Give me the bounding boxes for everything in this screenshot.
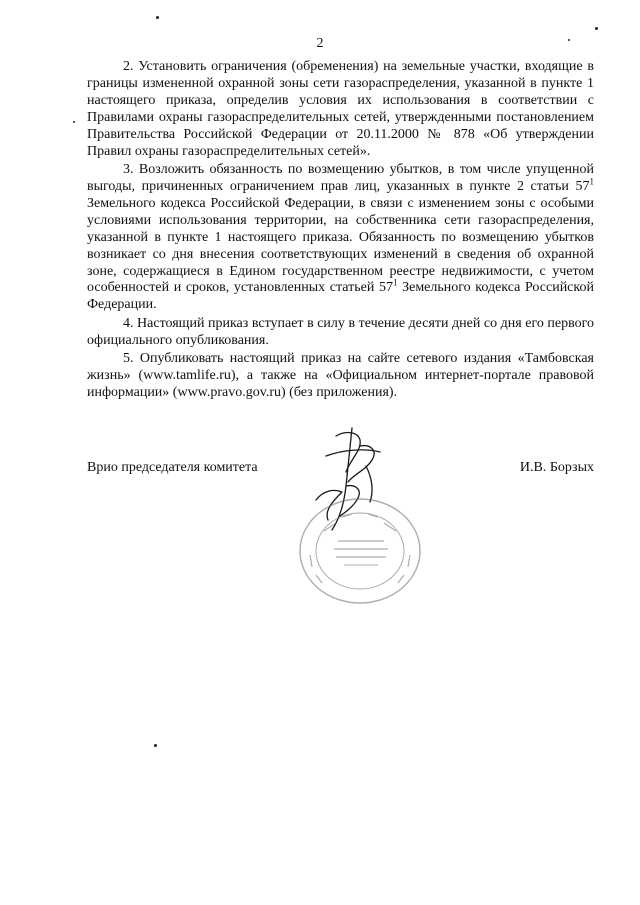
paragraph-4: [87, 316, 594, 350]
page-number: 2: [316, 36, 324, 51]
paragraph-text: 5. Опубликовать настоящий приказ на сайте сетевого издания «Тамбовская жизнь» (www.tamlife.ru), а также на «Официальном интернет-портале правовой информации» (www.pravo.gov.ru) (без приложения).: [87, 351, 594, 401]
paragraph-text: 2. Установить ограничения (обременения) на земельные участки, входящие в границы измененной охранной зоны сети газораспределения, указанной в пункте 1 настоящего приказа, определив условия их использования в соответствии с Правилами охраны газораспределительных сетей, утвержденными постановлением Правительства Российской Федерации от 20.11.2000 № 878 «Об утверждении Правил охраны газораспределительных сетей».: [87, 59, 594, 159]
paragraph-3: [87, 162, 594, 314]
paragraph-2: [87, 59, 594, 160]
scan-speck: [568, 39, 570, 41]
paragraph-5: [87, 351, 594, 402]
scan-speck: [595, 27, 598, 30]
paragraph-text: 3. Возложить обязанность по возмещению убытков, в том числе упущенной выгоды, причиненных ограничением прав лиц, указанных в пункте 2 статьи $57^1$ Земельного кодекса Российской Федерации, в связи с изменением зоны с особыми условиями использования территории, на собственника сети газораспределения, указанной в пункте 1 настоящего приказа. Обязанность по возмещению убытков возникает со дня внесения соответствующих изменений в сведения об охранной зоне, содержащиеся в Едином государственном реестре недвижимости, с учетом особенностей и сроков, установленных статьей $57^1$ Земельного кодекса Российской Федерации.: [87, 162, 594, 313]
scan-speck: [154, 744, 157, 747]
document-body: [87, 59, 594, 404]
signatory-position: Врио председателя комитета: [87, 460, 258, 475]
scan-speck: [156, 16, 159, 19]
official-seal: [296, 495, 424, 607]
signatory-name: И.В. Борзых: [519, 460, 594, 475]
paragraph-text: 4. Настоящий приказ вступает в силу в течение десяти дней со дня его первого официального опубликования.: [87, 315, 594, 348]
scan-speck: [73, 121, 75, 123]
